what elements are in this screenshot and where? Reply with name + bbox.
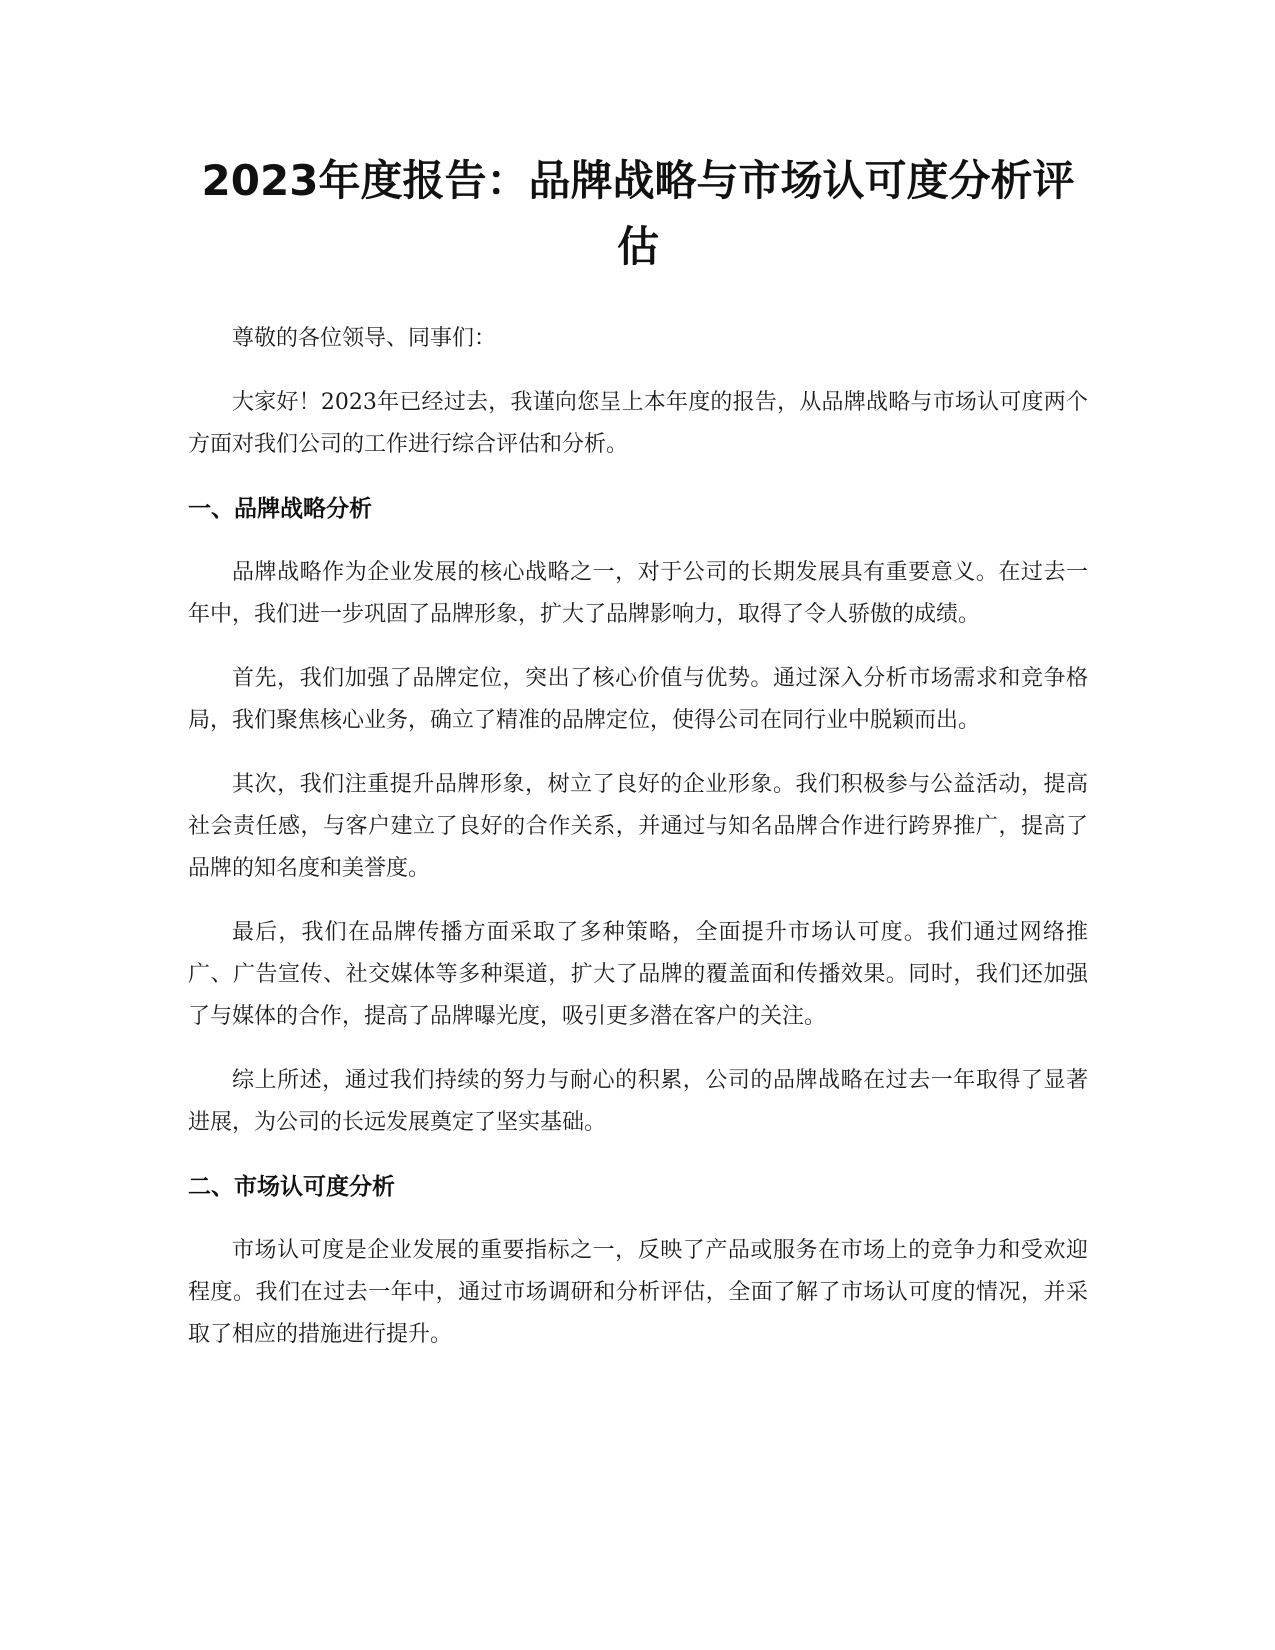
section1-paragraph-2: 首先，我们加强了品牌定位，突出了核心价值与优势。通过深入分析市场需求和竞争格局，我们聚焦核心业务，确立了精准的品牌定位，使得公司在同行业中脱颖而出。 bbox=[188, 666, 1088, 733]
greeting-paragraph: 尊敬的各位领导、同事们： bbox=[232, 326, 497, 351]
section1-paragraph-1: 品牌战略作为企业发展的核心战略之一，对于公司的长期发展具有重要意义。在过去一年中，我们进一步巩固了品牌形象，扩大了品牌影响力，取得了令人骄傲的成绩。 bbox=[188, 560, 1088, 627]
section2-paragraph-1: 市场认可度是企业发展的重要指标之一，反映了产品或服务在市场上的竞争力和受欢迎程度。我们在过去一年中，通过市场调研和分析评估，全面了解了市场认可度的情况，并采取了相应的措施进行提升。 bbox=[188, 1238, 1088, 1347]
document-body bbox=[188, 318, 1088, 1356]
section1-paragraph-5: 综上所述，通过我们持续的努力与耐心的积累，公司的品牌战略在过去一年取得了显著进展，为公司的长远发展奠定了坚实基础。 bbox=[188, 1068, 1088, 1135]
section-heading-market-recognition: 二、市场认可度分析 bbox=[188, 1174, 395, 1200]
document-content bbox=[188, 148, 1088, 1378]
section1-paragraph-3: 其次，我们注重提升品牌形象，树立了良好的企业形象。我们积极参与公益活动，提高社会责任感，与客户建立了良好的合作关系，并通过与知名品牌合作进行跨界推广，提高了品牌的知名度和美誉度。 bbox=[188, 772, 1088, 881]
section-heading-brand-strategy: 一、品牌战略分析 bbox=[188, 496, 372, 522]
section1-paragraph-4: 最后，我们在品牌传播方面采取了多种策略，全面提升市场认可度。我们通过网络推广、广告宣传、社交媒体等多种渠道，扩大了品牌的覆盖面和传播效果。同时，我们还加强了与媒体的合作，提高了品牌曝光度，吸引更多潜在客户的关注。 bbox=[188, 920, 1088, 1029]
document-title: 2023年度报告：品牌战略与市场认可度分析评估 bbox=[201, 156, 1075, 271]
intro-paragraph: 大家好！2023年已经过去，我谨向您呈上本年度的报告，从品牌战略与市场认可度两个方面对我们公司的工作进行综合评估和分析。 bbox=[188, 390, 1088, 457]
